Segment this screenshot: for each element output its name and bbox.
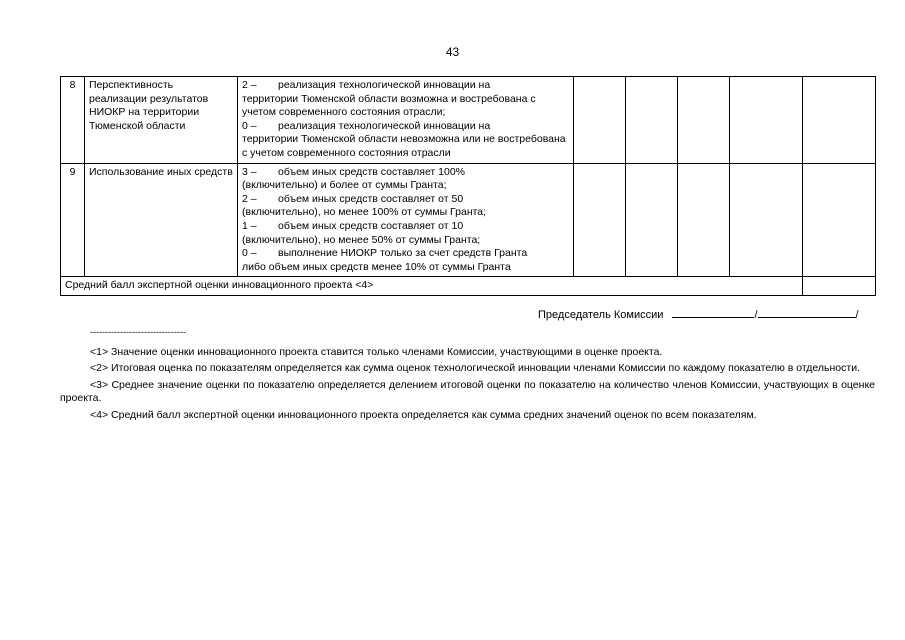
chairman-label: Председатель Комиссии	[538, 309, 664, 321]
criterion-score: 0 –	[242, 119, 257, 132]
criterion-continuation: территории Тюменской области невозможна или не востребована с учетом современного состояния отрасли	[242, 133, 566, 159]
footnote: <2> Итоговая оценка по показателям определяется как сумма оценок технологической инновации членами Комиссии по каждому показателю в отдельности.	[90, 362, 860, 375]
table-row	[61, 163, 876, 277]
criterion-continuation: территории Тюменской области возможна и востребована с учетом современного состояния отрасли;	[242, 92, 536, 119]
footnote-separator: --------------------------------	[90, 327, 186, 337]
evaluation-table	[60, 76, 876, 296]
row-number: 8	[61, 77, 85, 164]
criterion-text: объем иных средств составляет 100%	[278, 165, 466, 178]
criterion-score: 0 –	[242, 247, 257, 260]
criterion-score: 2 –	[242, 192, 257, 205]
score-cell	[678, 77, 730, 164]
criterion-text: реализация технологической инновации на	[278, 79, 491, 91]
score-cell	[574, 163, 626, 277]
average-label: Средний балл экспертной оценки инновационного проекта <4>	[61, 277, 803, 296]
score-cell	[803, 163, 876, 277]
score-cell	[626, 163, 678, 277]
average-row	[61, 277, 876, 296]
criterion-continuation: (включительно), но менее 100% от суммы Гранта;	[242, 206, 487, 219]
row-number: 9	[61, 163, 85, 277]
criterion-continuation: (включительно), но менее 50% от суммы Гранта;	[242, 233, 481, 246]
criterion-score: 2 –	[242, 79, 257, 91]
average-value-cell	[803, 277, 876, 296]
signature-separator: /	[754, 309, 758, 321]
criterion-text: выполнение НИОКР только за счет средств Гранта	[278, 247, 528, 260]
indicator-cell: Перспективность реализации результатов НИОКР на территории Тюменской области	[85, 77, 238, 164]
criterion-text: реализация технологической инновации на	[278, 119, 491, 132]
footnote: <1> Значение оценки инновационного проекта ставится только членами Комиссии, участвующими в оценке проекта.	[90, 345, 663, 358]
table-row	[61, 77, 876, 164]
criterion-continuation: либо объем иных средств менее 10% от суммы Гранта	[242, 260, 511, 273]
page-number: 43	[445, 45, 460, 59]
footnote: <4> Средний балл экспертной оценки инновационного проекта определяется как сумма средних значений оценок по всем показателям.	[90, 408, 757, 421]
criterion-score: 3 –	[242, 165, 257, 178]
score-cell	[803, 77, 876, 164]
name-line	[758, 307, 856, 318]
score-cell	[730, 163, 803, 277]
signature-line	[672, 307, 754, 318]
criterion-score: 1 –	[242, 219, 257, 232]
signature-end: /	[855, 309, 859, 321]
score-cell	[626, 77, 678, 164]
criterion-text: объем иных средств составляет от 10	[278, 219, 464, 232]
footnote: <3> Среднее значение оценки по показателю определяется делением итоговой оценки по показателю на количество членов Комиссии, участвующих в оценке проекта.	[60, 378, 875, 405]
criteria-cell	[238, 77, 574, 164]
score-cell	[678, 163, 730, 277]
criteria-cell	[238, 163, 574, 277]
criterion-text: объем иных средств составляет от 50	[278, 192, 464, 205]
indicator-cell: Использование иных средств	[85, 163, 238, 277]
score-cell	[574, 77, 626, 164]
criterion-continuation: (включительно) и более от суммы Гранта;	[242, 179, 447, 192]
footnotes	[60, 326, 875, 426]
chairman-signature	[538, 307, 859, 321]
score-cell	[730, 77, 803, 164]
